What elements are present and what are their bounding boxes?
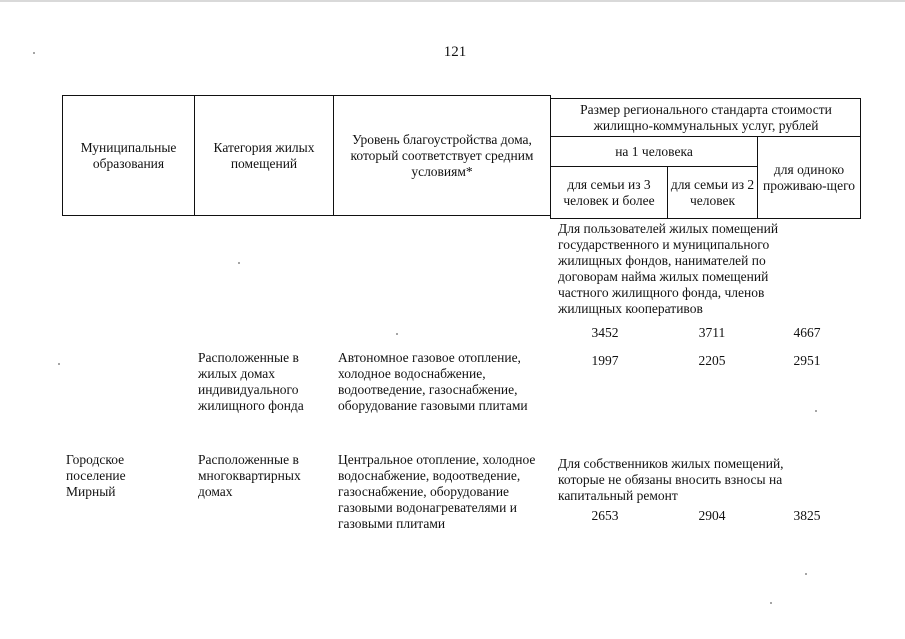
page-number: 121 [443, 44, 467, 60]
header-border-right [860, 98, 861, 219]
header-border-bottom [62, 215, 550, 216]
row-individual-value-family2: 2205 [698, 353, 726, 368]
scan-speck [396, 333, 398, 335]
header-single: для одиноко проживаю-щего [762, 161, 856, 193]
row-individual-level: Автономное газовое отопление, холодное водоснабжение, водоотведение, газоснабжение, оборудование газовыми плитами [338, 350, 528, 413]
scan-speck [58, 363, 60, 365]
group1-value-family3: 3452 [591, 325, 619, 340]
row-mirny-value-family3: 2653 [591, 508, 619, 523]
scan-speck [33, 52, 35, 54]
row-individual-value-family3: 1997 [591, 353, 619, 368]
header-divider-1 [194, 95, 195, 216]
row-individual-category: Расположенные в жилых домах индивидуального жилищного фонда [198, 350, 304, 413]
header-family2: для семьи из 2 человек [670, 176, 755, 208]
row-mirny-category: Расположенные в многоквартирных домах [198, 452, 301, 499]
row-mirny-municipality: Городское поселение Мирный [66, 452, 126, 499]
scan-edge [0, 0, 905, 2]
row-mirny-value-family2: 2904 [698, 508, 726, 523]
header-municipality: Муниципальные образования [80, 139, 177, 171]
group1-note: Для пользователей жилых помещений государственного и муниципального жилищных фондов, нанимателей по договорам найма жилых помещений частного жилищного фонда, членов жилищных кооперативов [558, 221, 779, 316]
header-standard: Размер регионального стандарта стоимости жилищно-коммунальных услуг, рублей [580, 101, 832, 133]
row-mirny-note: Для собственников жилых помещений, которые не обязаны вносить взносы на капитальный ремонт [558, 456, 784, 503]
scan-speck [805, 573, 807, 575]
group1-value-single: 4667 [793, 325, 821, 340]
header-per-person: на 1 человека [615, 143, 693, 159]
row-mirny-value-single: 3825 [793, 508, 821, 523]
scan-speck [815, 410, 817, 412]
row-mirny-level: Центральное отопление, холодное водоснабжение, водоотведение, газоснабжение, оборудование газовыми водонагревателями и газовыми плитами [338, 452, 536, 531]
header-divider-2 [333, 95, 334, 216]
group1-value-family2: 3711 [698, 325, 726, 340]
scan-speck [238, 262, 240, 264]
header-family3: для семьи из 3 человек и более [563, 176, 655, 208]
header-level: Уровень благоустройства дома, который соответствует средним условиям* [350, 131, 534, 179]
header-category: Категория жилых помещений [213, 139, 315, 171]
header-border-bottom-right [550, 218, 861, 219]
row-individual-value-single: 2951 [793, 353, 821, 368]
scan-speck [770, 602, 772, 604]
